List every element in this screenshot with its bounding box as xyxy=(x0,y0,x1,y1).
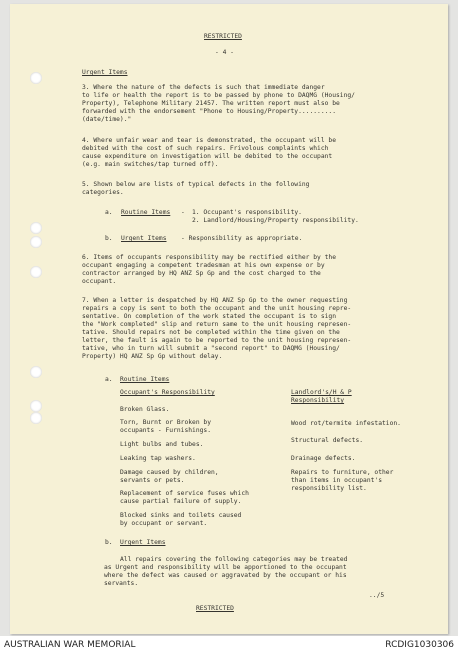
para3-line: Property), Telephone Military 21457. The written report must also be xyxy=(82,100,340,107)
landlord-item: Wood rot/termite infestation. xyxy=(291,420,401,427)
document-page xyxy=(10,4,448,634)
section-b-letter: b. xyxy=(105,539,113,546)
list-a-title: Routine Items xyxy=(121,209,171,216)
list-b-desc: - Responsibility as appropriate. xyxy=(181,235,303,242)
landlord-item: Drainage defects. xyxy=(291,455,356,462)
archive-footer xyxy=(0,636,458,654)
section-heading-urgent: Urgent Items xyxy=(82,69,128,76)
para4-line: cause expenditure on investigation will be debited to the occupant xyxy=(82,153,333,160)
occupant-item: Blocked sinks and toilets caused xyxy=(120,512,242,519)
occupant-item: Replacement of service fuses which xyxy=(120,490,249,497)
classification-header: RESTRICTED xyxy=(204,33,242,40)
list-a-letter: a. xyxy=(105,209,113,216)
punch-hole xyxy=(30,400,42,412)
occupant-item: by occupant or servant. xyxy=(120,520,208,527)
landlord-item: Structural defects. xyxy=(291,437,364,444)
para7-line: the "Work completed" slip and return same to the unit housing represen- xyxy=(82,321,352,328)
archive-source: AUSTRALIAN WAR MEMORIAL xyxy=(4,640,136,650)
section-b-line: as Urgent and responsibility will be apportioned to the occupant xyxy=(104,564,347,571)
occupant-item: Light bulbs and tubes. xyxy=(120,441,204,448)
occupant-item: Damage caused by children, xyxy=(120,469,219,476)
para6-line: contractor arranged by HQ ANZ Sp Gp and the cost charged to the xyxy=(82,270,321,277)
occupant-item: servants or pets. xyxy=(120,477,185,484)
para7-line: sentative. On completion of the work stated the occupant is to sign xyxy=(82,313,337,320)
para3-line: to life or health the report is to be passed by phone to DAQMG (Housing/ xyxy=(82,92,355,99)
para3-line: 3. Where the nature of the defects is such that immediate danger xyxy=(82,84,325,91)
occupant-item: occupants - Furnishings. xyxy=(120,427,211,434)
archive-reference: RCDIG1030306 xyxy=(385,640,454,650)
para7-line: repairs a copy is sent to both the occupant and the unit housing repre- xyxy=(82,305,352,312)
para5-line: categories. xyxy=(82,189,124,196)
para4-line: debited with the cost of such repairs. Frivolous complaints which xyxy=(82,145,329,152)
classification-footer: RESTRICTED xyxy=(196,605,234,612)
punch-hole xyxy=(30,222,42,234)
section-b-line: All repairs covering the following categories may be treated xyxy=(120,556,348,563)
para7-line: Property) HQ ANZ Sp Gp without delay. xyxy=(82,353,223,360)
para4-line: 4. Where unfair wear and tear is demonstrated, the occupant will be xyxy=(82,137,337,144)
punch-hole xyxy=(30,72,42,84)
list-a-item-1: 1. Occupant's responsibility. xyxy=(192,209,302,216)
list-a-item-2: 2. Landlord/Housing/Property responsibility. xyxy=(192,217,359,224)
para7-line: tative. Should repairs not be completed within the time given on the xyxy=(82,329,340,336)
section-b-line: servants. xyxy=(104,580,139,587)
landlord-item: than items in occupant's xyxy=(291,477,382,484)
punch-hole xyxy=(30,366,42,378)
list-b-title: Urgent Items xyxy=(121,235,167,242)
para6-line: occupant engaging a competent tradesman at his own expense or by xyxy=(82,262,325,269)
punch-hole xyxy=(30,266,42,278)
page-number: - 4 - xyxy=(215,49,234,56)
section-b-title: Urgent Items xyxy=(120,539,166,546)
para5-line: 5. Shown below are lists of typical defects in the following xyxy=(82,181,310,188)
punch-hole xyxy=(30,236,42,248)
section-a-letter: a. xyxy=(105,376,113,383)
para3-line: (date/time)." xyxy=(82,116,132,123)
occupant-item: Broken Glass. xyxy=(120,406,170,413)
landlord-item: Repairs to furniture, other xyxy=(291,469,394,476)
occupant-column-heading: Occupant's Responsibility xyxy=(120,389,215,396)
occupant-item: Torn, Burnt or Broken by xyxy=(120,419,211,426)
landlord-column-heading: Landlord's/H & P xyxy=(291,389,352,396)
para6-line: 6. Items of occupants responsibility may be rectified either by the xyxy=(82,254,337,261)
section-b-line: where the defect was caused or aggravated by the occupant or his xyxy=(104,572,347,579)
punch-hole xyxy=(30,412,42,424)
para7-line: letter, the fault is again to be reported to the unit housing represen- xyxy=(82,337,352,344)
para6-line: occupant. xyxy=(82,278,117,285)
occupant-item: cause partial failure of supply. xyxy=(120,498,242,505)
list-b-letter: b. xyxy=(105,235,113,242)
landlord-column-heading: Responsibility xyxy=(291,397,345,404)
para4-line: (e.g. main switches/tap turned off). xyxy=(82,161,219,168)
para3-line: forwarded with the endorsement "Phone to Housing/Property.......... xyxy=(82,108,337,115)
para7-line: 7. When a letter is despatched by HQ ANZ Sp Gp to the owner requesting xyxy=(82,297,348,304)
landlord-item: responsibility list. xyxy=(291,485,367,492)
occupant-item: Leaking tap washers. xyxy=(120,455,196,462)
section-a-title: Routine Items xyxy=(120,376,170,383)
para7-line: tative, who in turn will submit a "second report" to DAQMG (Housing/ xyxy=(82,345,340,352)
list-a-dash: - xyxy=(181,209,185,216)
continuation-marker: ../5 xyxy=(369,592,385,599)
